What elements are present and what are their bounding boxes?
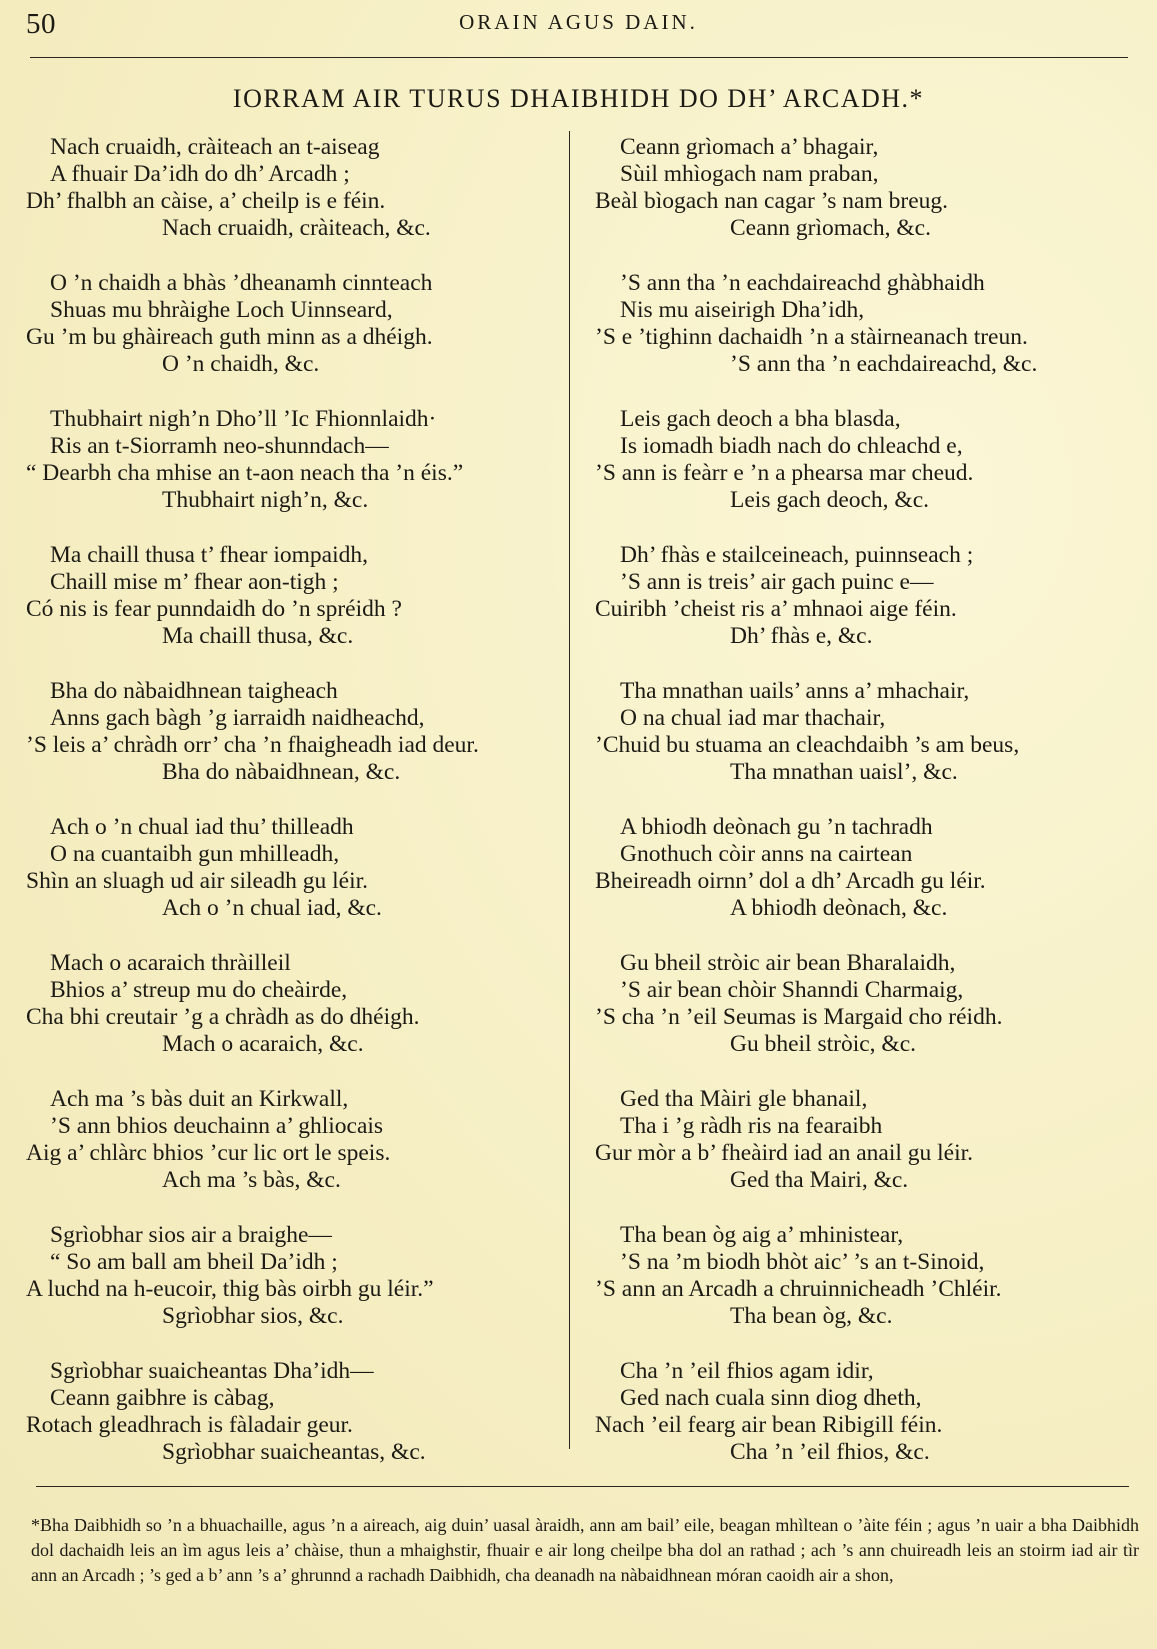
refrain-line: Cha ’n ’eil fhios, &c. [730,1439,930,1465]
refrain-line: Bha do nàbaidhnean, &c. [162,759,401,785]
verse-line: O na chual iad mar thachair, [620,705,886,731]
verse-line: Ris an t-Siorramh neo-shunndach— [50,433,389,459]
verse-line: ’S ann an Arcadh a chruinnicheadh ’Chléir. [595,1276,1002,1302]
verse-line: ’S ann bhios deuchainn a’ ghliocais [50,1113,384,1139]
verse-line: Sgrìobhar sios air a braighe— [50,1222,332,1248]
refrain-line: Ach o ’n chual iad, &c. [162,895,382,921]
refrain-line: Nach cruaidh, cràiteach, &c. [162,215,431,241]
verse-line: Beàl bìogach nan cagar ’s nam breug. [595,188,949,214]
stanza [590,270,1135,406]
verse-line: Ceann grìomach a’ bhagair, [620,134,879,160]
verse-line: ’S cha ’n ’eil Seumas is Margaid cho réidh. [595,1004,1003,1030]
header-rule [30,57,1128,58]
verse-line: ’S ann tha ’n eachdaireachd ghàbhaidh [620,270,985,296]
verse-line: Ach ma ’s bàs duit an Kirkwall, [50,1086,349,1112]
stanza [24,542,569,678]
verse-line: ’S air bean chòir Shanndi Charmaig, [620,977,964,1003]
verse-line: ’S leis a’ chràdh orr’ cha ’n fhaigheadh iad deur. [26,732,479,758]
verse-line: “ Dearbh cha mhise an t-aon neach tha ’n éis.” [26,460,464,486]
refrain-line: Sgrìobhar sios, &c. [162,1303,344,1329]
stanza [24,950,569,1086]
footnote-rule [36,1486,1129,1487]
verse-line: Tha i ’g ràdh ris na fearaibh [620,1113,883,1139]
refrain-line: Leis gach deoch, &c. [730,487,930,513]
stanza [590,406,1135,542]
verse-line: Nis mu aiseirigh Dha’idh, [620,297,865,323]
column-divider [569,131,570,1449]
stanza [24,1222,569,1358]
verse-line: Bheireadh oirnn’ dol a dh’ Arcadh gu léir. [595,868,986,894]
verse-line: Thubhairt nigh’n Dho’ll ’Ic Fhionnlaidh· [50,406,437,432]
refrain-line: Dh’ fhàs e, &c. [730,623,873,649]
refrain-line: Mach o acaraich, &c. [162,1031,364,1057]
verse-line: ’S e ’tighinn dachaidh ’n a stàirneanach treun. [595,324,1028,350]
verse-line: Sgrìobhar suaicheantas Dha’idh— [50,1358,374,1384]
stanza [24,814,569,950]
verse-line: O ’n chaidh a bhàs ’dheanamh cinnteach [50,270,433,296]
stanza [590,678,1135,814]
verse-line: ’S ann is treis’ air gach puinc e— [620,569,934,595]
verse-line: Rotach gleadhrach is fàladair geur. [26,1412,353,1438]
verse-line: Anns gach bàgh ’g iarraidh naidheachd, [50,705,425,731]
verse-line: Tha mnathan uails’ anns a’ mhachair, [620,678,970,704]
verse-line: Leis gach deoch a bha blasda, [620,406,901,432]
verse-line: Tha bean òg aig a’ mhinistear, [620,1222,904,1248]
verse-line: Gnothuch còir anns na cairtean [620,841,913,867]
verse-line: Cuiribh ’cheist ris a’ mhnaoi aige féin. [595,596,957,622]
stanza [590,542,1135,678]
refrain-line: Sgrìobhar suaicheantas, &c. [162,1439,426,1465]
stanza [590,1358,1135,1494]
verse-line: Ged tha Màiri gle bhanail, [620,1086,868,1112]
stanza [590,950,1135,1086]
stanza [24,1086,569,1222]
refrain-line: Tha bean òg, &c. [730,1303,893,1329]
verse-line: ’Chuid bu stuama an cleachdaibh ’s am beus, [595,732,1020,758]
refrain-line: A bhiodh deònach, &c. [730,895,948,921]
stanza [24,270,569,406]
verse-line: Ma chaill thusa t’ fhear iompaidh, [50,542,369,568]
verse-line: Nach ’eil fearg air bean Ribigill féin. [595,1412,943,1438]
verse-line: Mach o acaraich thràilleil [50,950,291,976]
running-title: ORAIN AGUS DAIN. [459,10,698,34]
verse-line: Bhios a’ streup mu do cheàirde, [50,977,348,1003]
verse-line: Shìn an sluagh ud air sileadh gu léir. [26,868,369,894]
stanza [24,406,569,542]
right-column [590,134,1135,1494]
verse-line: Gu ’m bu ghàireach guth minn as a dhéigh. [26,324,433,350]
refrain-line: Tha mnathan uaisl’, &c. [730,759,958,785]
refrain-line: Ceann grìomach, &c. [730,215,931,241]
stanza [24,134,569,270]
refrain-line: Thubhairt nigh’n, &c. [162,487,369,513]
left-column [24,134,569,1494]
verse-line: A fhuair Da’idh do dh’ Arcadh ; [50,161,350,187]
verse-line: Nach cruaidh, cràiteach an t-aiseag [50,134,380,160]
footnote: *Bha Daibhidh so ’n a bhuachaille, agus ’n a aireach, aig duin’ uasal àraidh, ann am bail’ eile, beagan mhìltean o ’àite féin ; agus ’n uair a bha Daibhidh dol dachaidh leis an ìm agus leis a’ chàise, thun a mhaighstir, fhuair e air long cheilpe bha dol an rathad ; ach ’s ann chuireadh leis an stoirm iad air tìr ann an Arcadh ; ’s ged a b’ ann ’s a’ ghrunnd a rachadh Daibhidh, cha deanadh na nàbaidhnean móran caoidh air a shon, [31,1515,1139,1585]
verse-line: Shuas mu bhràighe Loch Uinnseard, [50,297,393,323]
verse-line: ’S na ’m biodh bhòt aic’ ’s an t-Sinoid, [620,1249,985,1275]
verse-line: Ach o ’n chual iad thu’ thilleadh [50,814,354,840]
verse-line: ’S ann is feàrr e ’n a phearsa mar cheud. [595,460,974,486]
page-number: 50 [26,8,56,40]
stanza [590,1086,1135,1222]
verse-line: Có nis is fear punndaidh do ’n spréidh ? [26,596,402,622]
refrain-line: Ma chaill thusa, &c. [162,623,354,649]
verse-line: Ceann gaibhre is càbag, [50,1385,275,1411]
refrain-line: O ’n chaidh, &c. [162,351,320,377]
verse-line: Gu bheil stròic air bean Bharalaidh, [620,950,956,976]
verse-line: Is iomadh biadh nach do chleachd e, [620,433,963,459]
refrain-line: Ged tha Mairi, &c. [730,1167,909,1193]
refrain-line: Gu bheil stròic, &c. [730,1031,917,1057]
verse-line: “ So am ball am bheil Da’idh ; [50,1249,338,1275]
stanza [590,814,1135,950]
verse-line: Gur mòr a b’ fheàird iad an anail gu léir. [595,1140,974,1166]
verse-line: A bhiodh deònach gu ’n tachradh [620,814,933,840]
verse-line: Cha bhi creutair ’g a chràdh as do dhéigh. [26,1004,420,1030]
refrain-line: ’S ann tha ’n eachdaireachd, &c. [730,351,1038,377]
refrain-line: Ach ma ’s bàs, &c. [162,1167,341,1193]
stanza [24,1358,569,1494]
verse-line: Chaill mise m’ fhear aon-tigh ; [50,569,339,595]
verse-line: Dh’ fhalbh an càise, a’ cheilp is e féin. [26,188,386,214]
verse-line: Ged nach cuala sinn diog dheth, [620,1385,922,1411]
stanza [590,1222,1135,1358]
verse-line: Cha ’n ’eil fhios agam idir, [620,1358,874,1384]
verse-line: Dh’ fhàs e stailceineach, puinnseach ; [620,542,974,568]
stanza [24,678,569,814]
verse-line: A luchd na h-eucoir, thig bàs oirbh gu léir.” [26,1276,434,1302]
verse-line: Sùil mhìogach nam praban, [620,161,879,187]
song-title: IORRAM AIR TURUS DHAIBHIDH DO DH’ ARCADH.* [232,84,925,113]
verse-line: Bha do nàbaidhnean taigheach [50,678,338,704]
stanza [590,134,1135,270]
verse-line: Aig a’ chlàrc bhios ’cur lic ort le speis. [26,1140,391,1166]
verse-line: O na cuantaibh gun mhilleadh, [50,841,340,867]
